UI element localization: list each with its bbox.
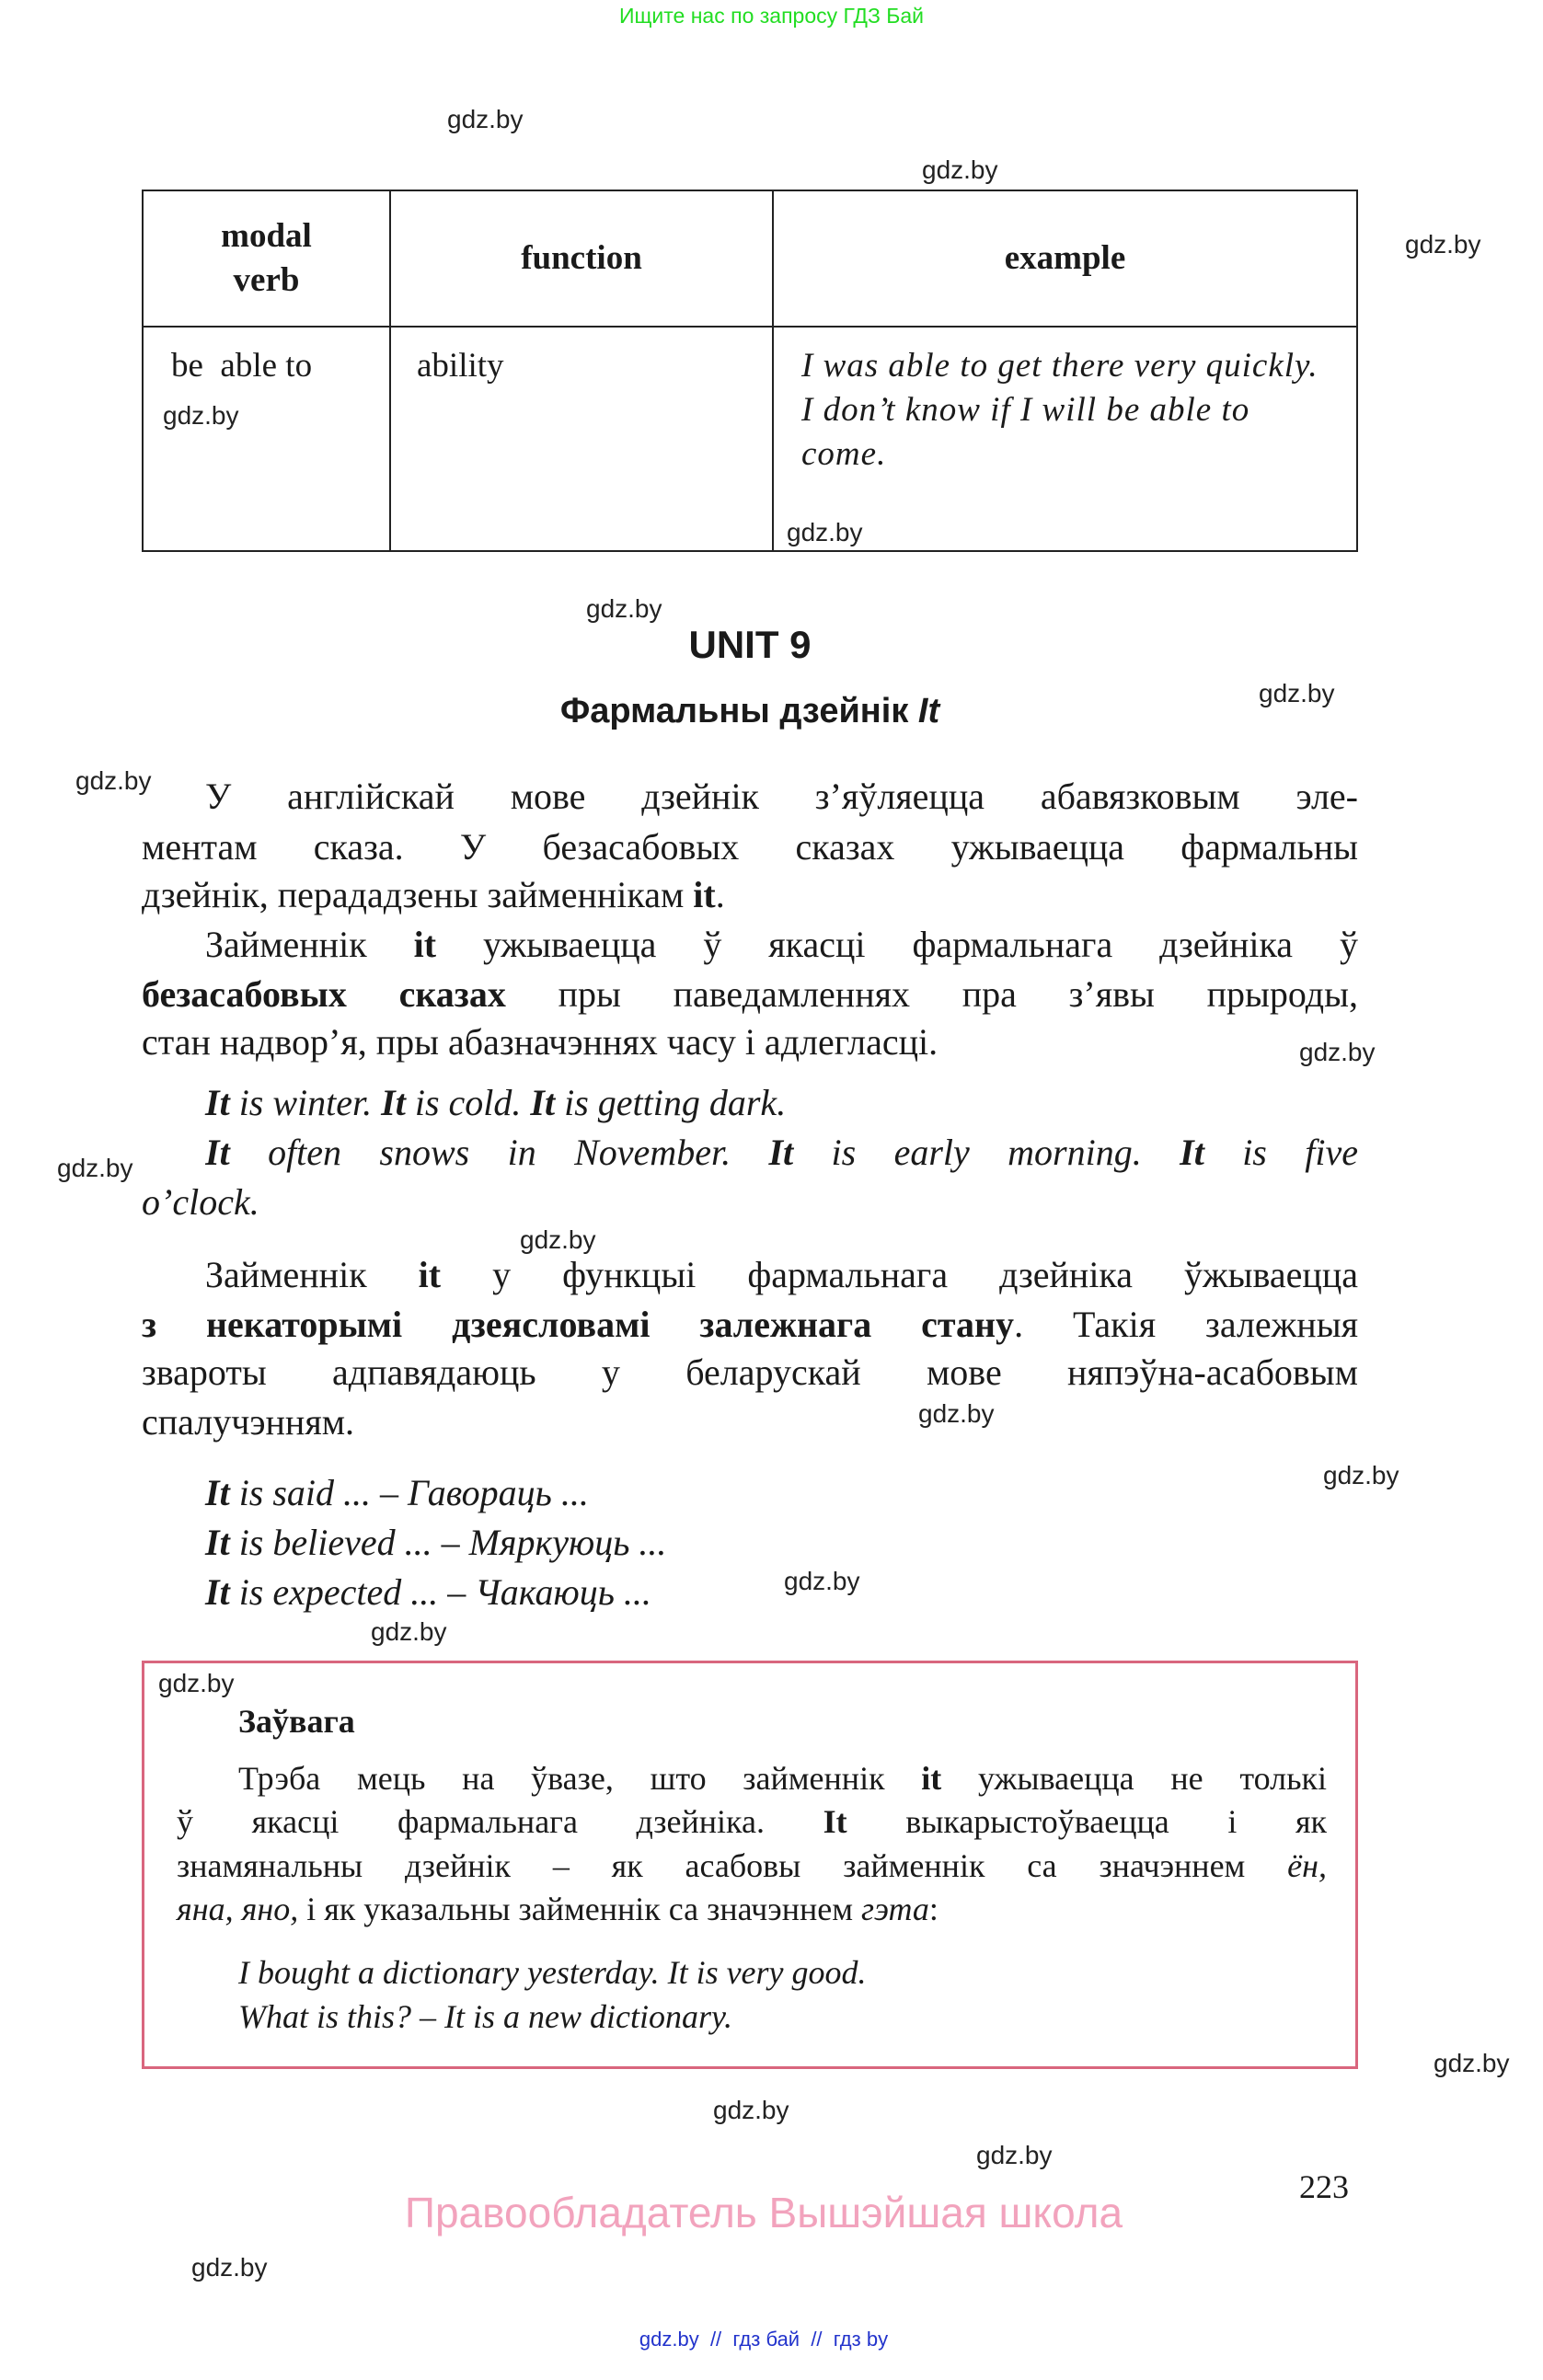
note-example xyxy=(238,1995,1327,2039)
body-line xyxy=(142,1300,1358,1350)
body-line xyxy=(205,772,1358,822)
text-segment: Займеннік xyxy=(205,924,414,965)
note-line xyxy=(177,1844,1327,1888)
watermark: gdz.by xyxy=(787,518,863,546)
watermark: gdz.by xyxy=(158,1669,235,1697)
text-segment: is believed ... – Мяркуюць ... xyxy=(229,1522,667,1563)
modal-verb-table xyxy=(142,190,1358,552)
text-segment: Займеннік xyxy=(205,1254,419,1295)
text-segment: ў якасці фармальнага дзейніка. xyxy=(177,1803,823,1840)
text-segment: ён, xyxy=(1287,1847,1327,1884)
watermark: gdz.by xyxy=(1299,1038,1376,1066)
text-segment: it xyxy=(921,1760,942,1797)
note-title: Заўвага xyxy=(238,1703,355,1740)
text-segment: . xyxy=(715,874,725,915)
page-number: 223 xyxy=(1299,2168,1349,2205)
body-line xyxy=(142,1348,1358,1397)
copyright-notice: Правообладатель Вышэйшая школа xyxy=(404,2189,1123,2236)
text-segment: is winter. xyxy=(229,1082,382,1123)
body-line xyxy=(205,1250,1358,1300)
text-segment: і як указальны займеннік са значэннем xyxy=(298,1891,862,1927)
body-line xyxy=(142,870,1358,920)
text-segment: o’clock. xyxy=(142,1181,259,1223)
example-2: I don’t know if I will be able to come. xyxy=(801,391,1250,473)
note-line xyxy=(177,1887,1327,1931)
body-line xyxy=(142,1018,1358,1067)
text-segment: спалучэнням. xyxy=(142,1401,355,1443)
text-segment: I bought a dictionary yesterday. It is very good. xyxy=(238,1954,867,1991)
watermark: gdz.by xyxy=(918,1399,995,1428)
text-segment: стан надвор’я, пры абазначэннях часу і адлегласці. xyxy=(142,1021,938,1063)
section-title-text: Фармальны дзейнік xyxy=(559,692,918,730)
header-example: example xyxy=(773,190,1357,327)
watermark: gdz.by xyxy=(586,594,662,623)
text-segment: У англійскай мове дзейнік з’яўляецца абавязковым эле- xyxy=(205,776,1358,817)
cell-function: ability xyxy=(390,327,773,551)
text-segment: . Такія залежныя xyxy=(1014,1304,1358,1345)
table-row xyxy=(143,327,1357,551)
note-line xyxy=(177,1799,1327,1844)
example-1: I was able to get there very quickly. xyxy=(801,347,1318,385)
text-segment: безасабовых сказах xyxy=(142,973,506,1015)
section-title-italic: It xyxy=(917,692,940,730)
header-modal-verb: modal verb xyxy=(143,190,390,327)
watermark: gdz.by xyxy=(520,1225,596,1254)
watermark: gdz.by xyxy=(784,1567,860,1595)
watermark: gdz.by xyxy=(447,105,524,133)
footer-links[interactable]: gdz.by // гдз бай // гдз by xyxy=(639,2328,889,2351)
text-segment: знамянальны дзейнік – як асабовы займеннік са значэннем xyxy=(177,1847,1288,1884)
text-segment: What is this? – It is a new dictionary. xyxy=(238,1998,732,2035)
text-segment: Трэба мець на ўвазе, што займеннік xyxy=(238,1760,922,1797)
text-segment: it xyxy=(418,1254,442,1295)
watermark: gdz.by xyxy=(922,155,998,184)
table-header-row xyxy=(143,190,1357,327)
text-segment: дзейнік, перададзены займеннікам xyxy=(142,874,694,915)
text-segment: is getting dark. xyxy=(555,1082,787,1123)
unit-title: UNIT 9 xyxy=(688,623,812,666)
text-segment: It xyxy=(205,1132,230,1173)
body-line xyxy=(142,822,1358,872)
example-line xyxy=(205,1568,1358,1617)
body-line xyxy=(142,1397,1358,1447)
watermark: gdz.by xyxy=(1259,679,1335,707)
watermark: gdz.by xyxy=(1323,1461,1399,1489)
text-segment: it xyxy=(413,924,437,965)
text-segment: It xyxy=(530,1082,556,1123)
text-segment: It xyxy=(1180,1132,1204,1173)
text-segment: : xyxy=(928,1891,938,1927)
watermark: gdz.by xyxy=(371,1617,447,1646)
text-segment: з некаторымі дзеясловамі залежнага стану xyxy=(142,1304,1015,1345)
text-segment: ужываецца не толькі xyxy=(941,1760,1327,1797)
text-segment: звароты адпавядаюць у беларускай мове няпэўна-асабовым xyxy=(142,1351,1358,1393)
watermark: gdz.by xyxy=(191,2253,268,2282)
example-line xyxy=(142,1178,1358,1227)
header-function: function xyxy=(390,190,773,327)
body-line xyxy=(142,970,1358,1019)
watermark: gdz.by xyxy=(75,766,152,795)
top-banner[interactable]: Ищите нас по запросу ГДЗ Бай xyxy=(618,4,925,28)
text-segment: it xyxy=(693,874,716,915)
cell-verb: be able to xyxy=(143,327,390,551)
text-segment: ужываецца ў якасці фармальнага дзейніка ў xyxy=(436,924,1358,965)
watermark: gdz.by xyxy=(1434,2049,1510,2077)
text-segment: It xyxy=(205,1571,230,1613)
text-segment: It xyxy=(823,1803,847,1840)
text-segment: is said ... – Гавораць ... xyxy=(229,1472,589,1513)
section-title xyxy=(0,692,1500,731)
example-line xyxy=(205,1128,1358,1178)
text-segment: гэта xyxy=(861,1891,929,1927)
text-segment: It xyxy=(205,1472,230,1513)
note-line xyxy=(238,1756,1327,1800)
text-segment: is early morning. xyxy=(793,1132,1180,1173)
text-segment: выкарыстоўваецца і як xyxy=(846,1803,1327,1840)
text-segment: often snows in November. xyxy=(229,1132,769,1173)
text-segment: пры паведамленнях пра з’явы прыроды, xyxy=(505,973,1358,1015)
text-segment: is five xyxy=(1203,1132,1358,1173)
example-line xyxy=(205,1468,1358,1518)
watermark: gdz.by xyxy=(713,2096,789,2124)
watermark: gdz.by xyxy=(976,2141,1053,2169)
text-segment: is expected ... – Чакаюць ... xyxy=(229,1571,651,1613)
watermark: gdz.by xyxy=(1405,230,1481,259)
body-line xyxy=(205,920,1358,970)
text-segment: It xyxy=(205,1082,230,1123)
text-segment: It xyxy=(768,1132,794,1173)
watermark: gdz.by xyxy=(57,1154,133,1182)
text-segment: ментам сказа. У безасабовых сказах ужываецца фармальны xyxy=(142,826,1358,868)
watermark: gdz.by xyxy=(163,401,239,430)
text-segment: у функцыі фармальнага дзейніка ўжываецца xyxy=(441,1254,1358,1295)
text-segment: It xyxy=(205,1522,230,1563)
text-segment: яна, яно, xyxy=(177,1891,299,1927)
example-line xyxy=(205,1078,1358,1128)
text-segment: is cold. xyxy=(405,1082,531,1123)
example-line xyxy=(205,1518,1358,1568)
note-example xyxy=(238,1950,1327,1995)
text-segment: It xyxy=(381,1082,406,1123)
